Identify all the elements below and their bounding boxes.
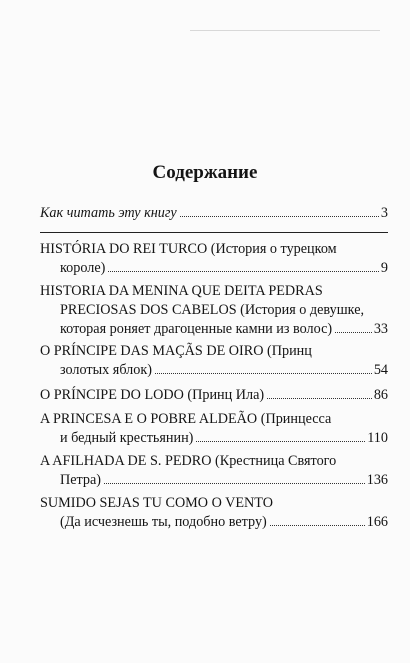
toc-entry: [40, 282, 388, 339]
toc-entry-title-line: Петра): [60, 472, 102, 488]
toc-entry-page: 3: [380, 205, 388, 221]
toc-entry-page: 86: [373, 387, 388, 403]
dot-leader: [155, 373, 372, 374]
dot-leader: [270, 525, 365, 526]
toc-entry-title-line: Как читать эту книгу: [40, 205, 177, 221]
toc-entry: [40, 204, 388, 223]
toc-entry-page: 136: [366, 472, 388, 488]
toc-entry-title-line: SUMIDO SEJAS TU COMO O VENTO: [40, 495, 273, 511]
toc-entry: [40, 240, 388, 278]
toc-entry: [40, 410, 388, 448]
toc-entry-title-line: A PRINCESA E O POBRE ALDEÃO (Принцесса: [40, 411, 332, 427]
toc-entry-title-line: O PRÍNCIPE DAS MAÇÃS DE OIRO (Принц: [40, 343, 312, 359]
page-title: Содержание: [152, 162, 258, 183]
toc-entry: [40, 452, 388, 490]
toc-entry-title-line: золотых яблок): [60, 362, 152, 378]
toc-entry-page: 9: [380, 260, 388, 276]
toc-entry-title-line: которая роняет драгоценные камни из волос): [60, 321, 333, 337]
toc-entry-title-line: (Да исчезнешь ты, подобно ветру): [60, 514, 267, 530]
dot-leader: [267, 398, 372, 399]
toc-entry-page: 54: [373, 362, 388, 378]
dot-leader: [335, 332, 372, 333]
toc-entry: [40, 386, 388, 405]
dot-leader: [180, 216, 379, 217]
dot-leader: [108, 271, 379, 272]
toc-entry: [40, 342, 388, 380]
toc-entry-title-line: HISTORIA DA MENINA QUE DEITA PEDRAS: [40, 283, 323, 299]
toc-entry-title-line: и бедный крестьянин): [60, 430, 194, 446]
toc-entry-title-line: HISTÓRIA DO REI TURCO (История о турецком: [40, 241, 337, 257]
toc-entry-title-line: PRECIOSAS DOS CABELOS (История о девушке,: [60, 302, 365, 318]
toc-entry-page: 166: [366, 514, 388, 530]
toc-entry-page: 110: [367, 430, 388, 446]
dot-leader: [104, 483, 365, 484]
toc-entry-title-line: короле): [60, 260, 106, 276]
toc-entry-title-line: A AFILHADA DE S. PEDRO (Крестница Святого: [40, 453, 337, 469]
divider: [40, 232, 388, 233]
toc-entry-page: 33: [373, 321, 388, 337]
dot-leader: [196, 441, 365, 442]
toc-entry-title-line: O PRÍNCIPE DO LODO (Принц Ила): [40, 387, 265, 403]
toc-entry: [40, 494, 388, 532]
